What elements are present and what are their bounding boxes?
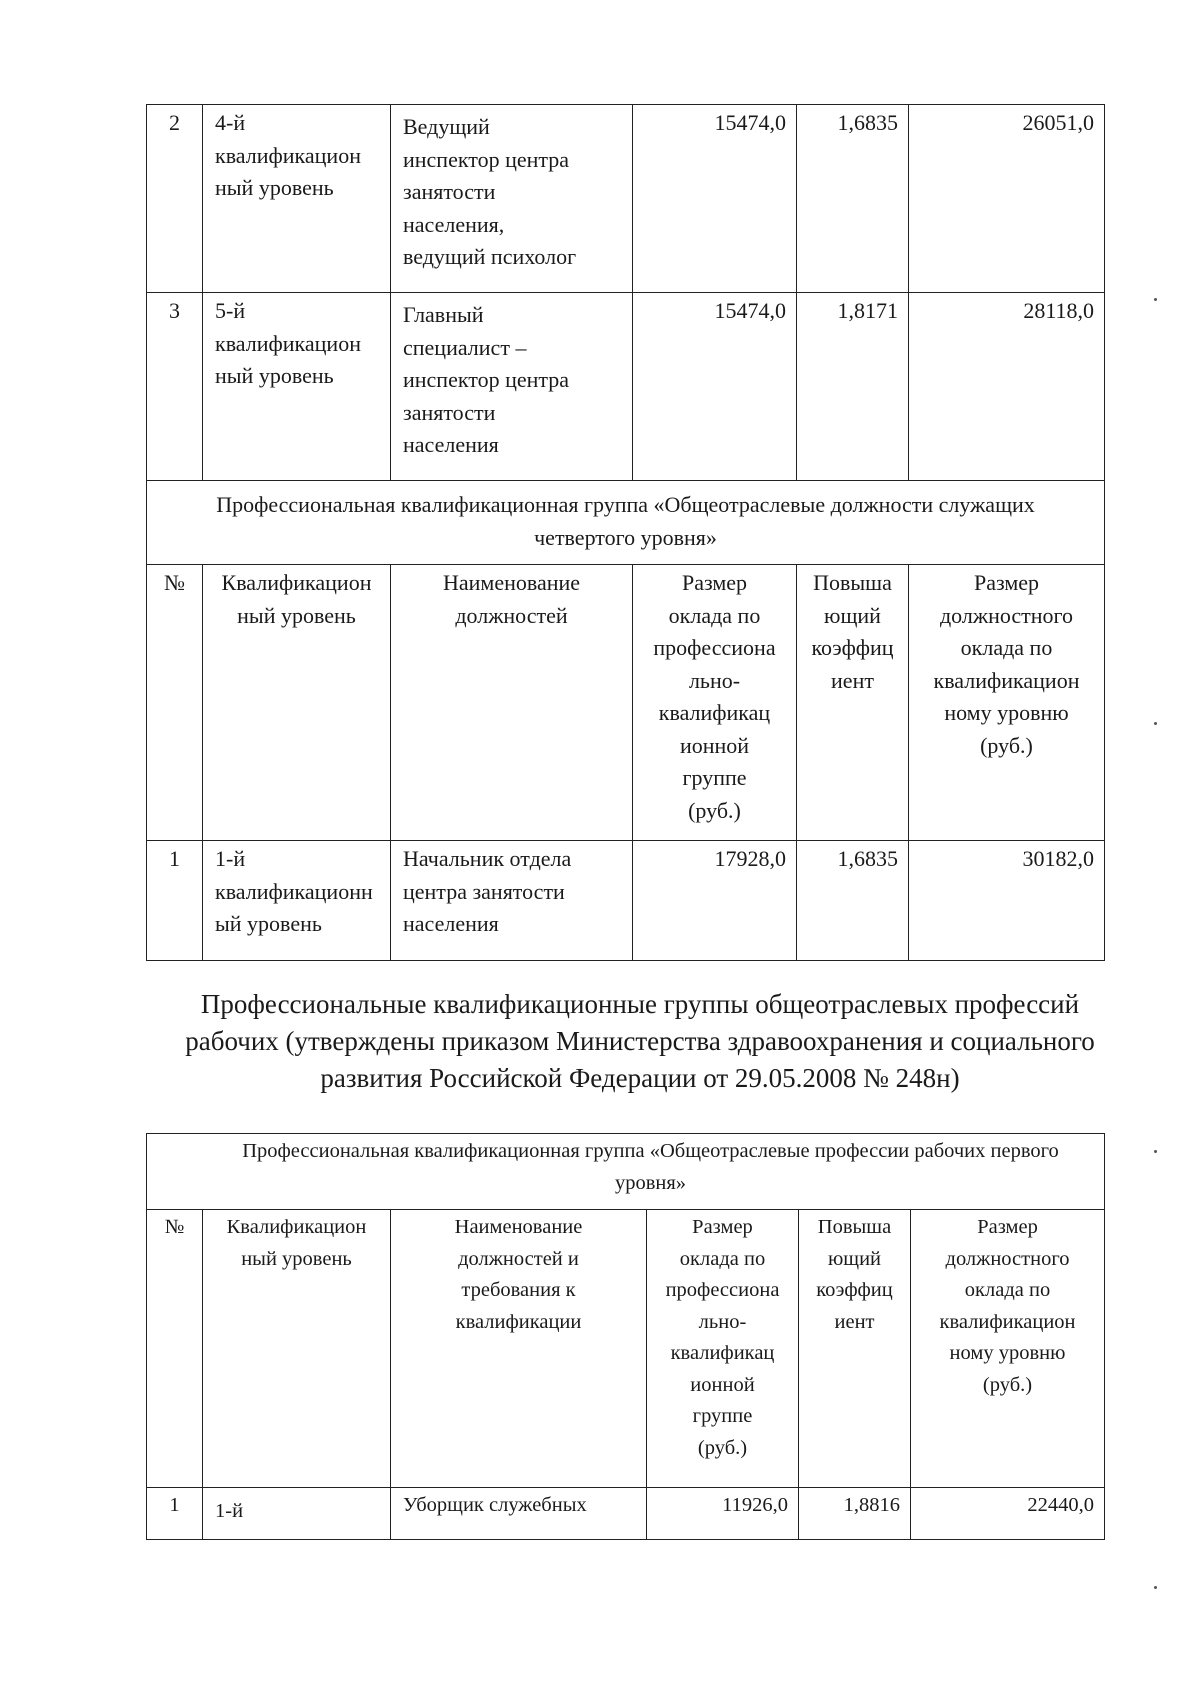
coefficient: 1,8171 xyxy=(797,293,909,481)
scan-speck xyxy=(1154,1586,1157,1589)
row-number: 1 xyxy=(147,1488,203,1540)
salary-table-2 xyxy=(146,1133,1105,1540)
col-header-total: Размер должностного оклада по квалификацион ному уровню (руб.) xyxy=(909,565,1105,841)
coefficient: 1,6835 xyxy=(797,841,909,961)
scan-speck xyxy=(1154,722,1157,725)
position-salary: 30182,0 xyxy=(909,841,1105,961)
col-header-position: Наименование должностей xyxy=(391,565,633,841)
position-salary: 28118,0 xyxy=(909,293,1105,481)
row-number: 3 xyxy=(147,293,203,481)
position-salary: 22440,0 xyxy=(911,1488,1105,1540)
scan-speck xyxy=(1154,1150,1157,1153)
col-header-position: Наименование должностей и требования к квалификации xyxy=(391,1210,647,1488)
header-row xyxy=(147,1210,1105,1488)
salary-table-1 xyxy=(146,104,1105,961)
qualification-level: 1-й xyxy=(203,1488,391,1540)
base-salary: 15474,0 xyxy=(633,293,797,481)
position-salary: 26051,0 xyxy=(909,105,1105,293)
scan-speck xyxy=(1154,298,1157,301)
col-header-coefficient: Повыша ющий коэффиц иент xyxy=(799,1210,911,1488)
col-header-total: Размер должностного оклада по квалификацион ному уровню (руб.) xyxy=(911,1210,1105,1488)
col-header-level: Квалификацион ный уровень xyxy=(203,565,391,841)
qualification-level: 1-й квалификационн ый уровень xyxy=(203,841,391,961)
qualification-level: 5-й квалификацион ный уровень xyxy=(203,293,391,481)
base-salary: 15474,0 xyxy=(633,105,797,293)
coefficient: 1,8816 xyxy=(799,1488,911,1540)
col-header-coefficient: Повыша ющий коэффиц иент xyxy=(797,565,909,841)
header-row xyxy=(147,565,1105,841)
col-header-level: Квалификацион ный уровень xyxy=(203,1210,391,1488)
group-title-row xyxy=(147,481,1105,565)
col-header-number: № xyxy=(147,565,203,841)
table-row xyxy=(147,105,1105,293)
col-header-salary: Размер оклада по профессиона льно- квалификац ионной группе (руб.) xyxy=(633,565,797,841)
position-name: Главный специалист – инспектор центра занятости населения xyxy=(391,293,633,481)
base-salary: 17928,0 xyxy=(633,841,797,961)
row-number: 2 xyxy=(147,105,203,293)
base-salary: 11926,0 xyxy=(647,1488,799,1540)
col-header-salary: Размер оклада по профессиона льно- квалификац ионной группе (руб.) xyxy=(647,1210,799,1488)
row-number: 1 xyxy=(147,841,203,961)
section-heading: Профессиональные квалификационные группы общеотраслевых профессий рабочих (утверждены приказом Министерства здравоохранения и социального развития Российской Федерации от 29.05.2008 № 248н) xyxy=(185,989,1095,1093)
coefficient: 1,6835 xyxy=(797,105,909,293)
position-name: Начальник отдела центра занятости населения xyxy=(391,841,633,961)
group-title: Профессиональная квалификационная группа «Общеотраслевые профессии рабочих первого уровня» xyxy=(147,1134,1105,1210)
table-row xyxy=(147,841,1105,961)
qualification-level: 4-й квалификацион ный уровень xyxy=(203,105,391,293)
group-title: Профессиональная квалификационная группа «Общеотраслевые должности служащих четвертого уровня» xyxy=(147,481,1105,565)
position-name: Ведущий инспектор центра занятости населения, ведущий психолог xyxy=(391,105,633,293)
table-row xyxy=(147,293,1105,481)
position-name: Уборщик служебных xyxy=(391,1488,647,1540)
col-header-number: № xyxy=(147,1210,203,1488)
table-row xyxy=(147,1488,1105,1540)
group-title-row xyxy=(147,1134,1105,1210)
